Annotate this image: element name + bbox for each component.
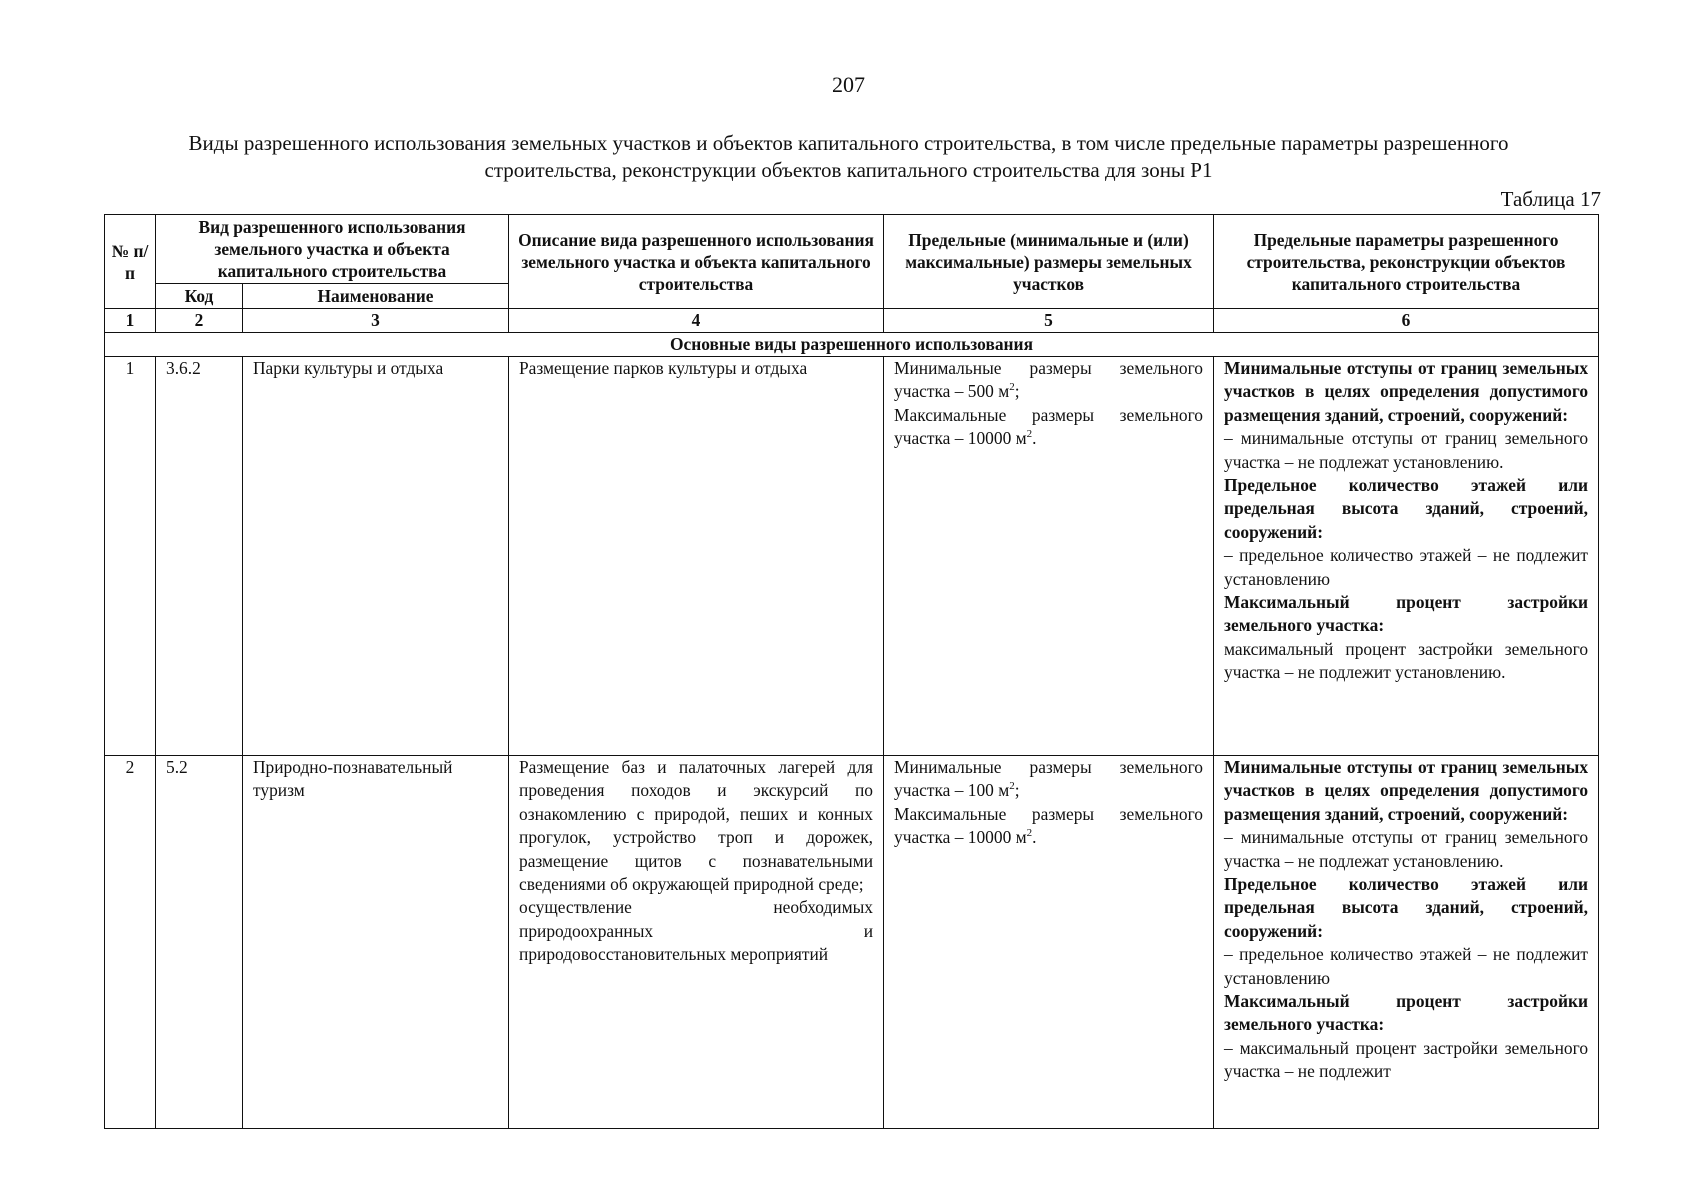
section-title: Основные виды разрешенного использования — [105, 333, 1599, 357]
row-name: Природно-познавательный туризм — [243, 756, 509, 1129]
header-row-top — [105, 215, 1599, 284]
param-heading: Максимальный процент застройки земельного участка: — [1224, 592, 1589, 636]
row-params — [1214, 357, 1599, 756]
description-paragraph: Размещение парков культуры и отдыха — [519, 358, 808, 378]
param-heading: Минимальные отступы от границ земельных участков в целях определения допустимого размещения зданий, строений, сооружений: — [1224, 358, 1589, 425]
param-heading: Предельное количество этажей или предельная высота зданий, строений, сооружений: — [1224, 874, 1589, 941]
zoning-table — [104, 214, 1599, 1129]
param-text: – максимальный процент застройки земельного участка – не подлежит — [1224, 1037, 1589, 1082]
column-number-row — [105, 309, 1599, 333]
row-description — [509, 357, 884, 756]
size-min: Минимальные размеры земельного участка – 500 $м^2$; — [894, 358, 1204, 402]
description-paragraph: Размещение баз и палаточных лагерей для проведения походов и экскурсий по ознакомлению с природой, пеших и конных прогулок, устройство троп и дорожек, размещение щитов с познавательными сведениями об окружающей природной среде; — [519, 757, 874, 895]
row-number: 2 — [105, 756, 156, 1129]
table-row — [105, 357, 1599, 756]
row-name: Парки культуры и отдыха — [243, 357, 509, 756]
column-number: 1 — [105, 309, 156, 333]
row-sizes — [884, 357, 1214, 756]
section-row — [105, 333, 1599, 357]
column-number: 2 — [156, 309, 243, 333]
header-vid: Вид разрешенного использования земельного участка и объекта капитального строительства — [156, 215, 509, 284]
page-number: 207 — [832, 72, 865, 97]
header-sizes: Предельные (минимальные и (или) максимальные) размеры земельных участков — [884, 215, 1214, 309]
header-name: Наименование — [243, 284, 509, 309]
row-code: 3.6.2 — [156, 357, 243, 756]
header-params: Предельные параметры разрешенного строительства, реконструкции объектов капитального строительства — [1214, 215, 1599, 309]
description-paragraph: осуществление необходимых природоохранных и природовосстановительных мероприятий — [519, 897, 874, 965]
row-description — [509, 756, 884, 1129]
row-sizes — [884, 756, 1214, 1129]
size-max: Максимальные размеры земельного участка – 10000 $м^2$. — [894, 803, 1204, 848]
header-description: Описание вида разрешенного использования земельного участка и объекта капитального строительства — [509, 215, 884, 309]
column-number: 6 — [1214, 309, 1599, 333]
param-heading: Предельное количество этажей или предельная высота зданий, строений, сооружений: — [1224, 475, 1589, 542]
param-text: – предельное количество этажей – не подлежит установлению — [1224, 545, 1589, 589]
size-max: Максимальные размеры земельного участка – 10000 $м^2$. — [894, 404, 1204, 449]
row-params — [1214, 756, 1599, 1129]
param-text: – предельное количество этажей – не подлежит установлению — [1224, 944, 1589, 988]
param-heading: Максимальный процент застройки земельного участка: — [1224, 991, 1589, 1035]
column-number: 4 — [509, 309, 884, 333]
row-code: 5.2 — [156, 756, 243, 1129]
row-number: 1 — [105, 357, 156, 756]
param-text: максимальный процент застройки земельного участка – не подлежит установлению. — [1224, 638, 1589, 683]
document-title: Виды разрешенного использования земельных участков и объектов капитального строительства, в том числе предельные параметры разрешенного строительства, реконструкции объектов капитального строительства для зоны Р1 — [188, 131, 1509, 182]
header-code: Код — [156, 284, 243, 309]
column-number: 5 — [884, 309, 1214, 333]
column-number: 3 — [243, 309, 509, 333]
size-min: Минимальные размеры земельного участка – 100 $м^2$; — [894, 757, 1204, 801]
table-caption: Таблица 17 — [1500, 187, 1601, 211]
table-row — [105, 756, 1599, 1129]
param-heading: Минимальные отступы от границ земельных участков в целях определения допустимого размещения зданий, строений, сооружений: — [1224, 757, 1589, 824]
param-text: – минимальные отступы от границ земельного участка – не подлежат установлению. — [1224, 428, 1589, 472]
header-num: № п/п — [105, 215, 156, 309]
param-text: – минимальные отступы от границ земельного участка – не подлежат установлению. — [1224, 827, 1589, 871]
